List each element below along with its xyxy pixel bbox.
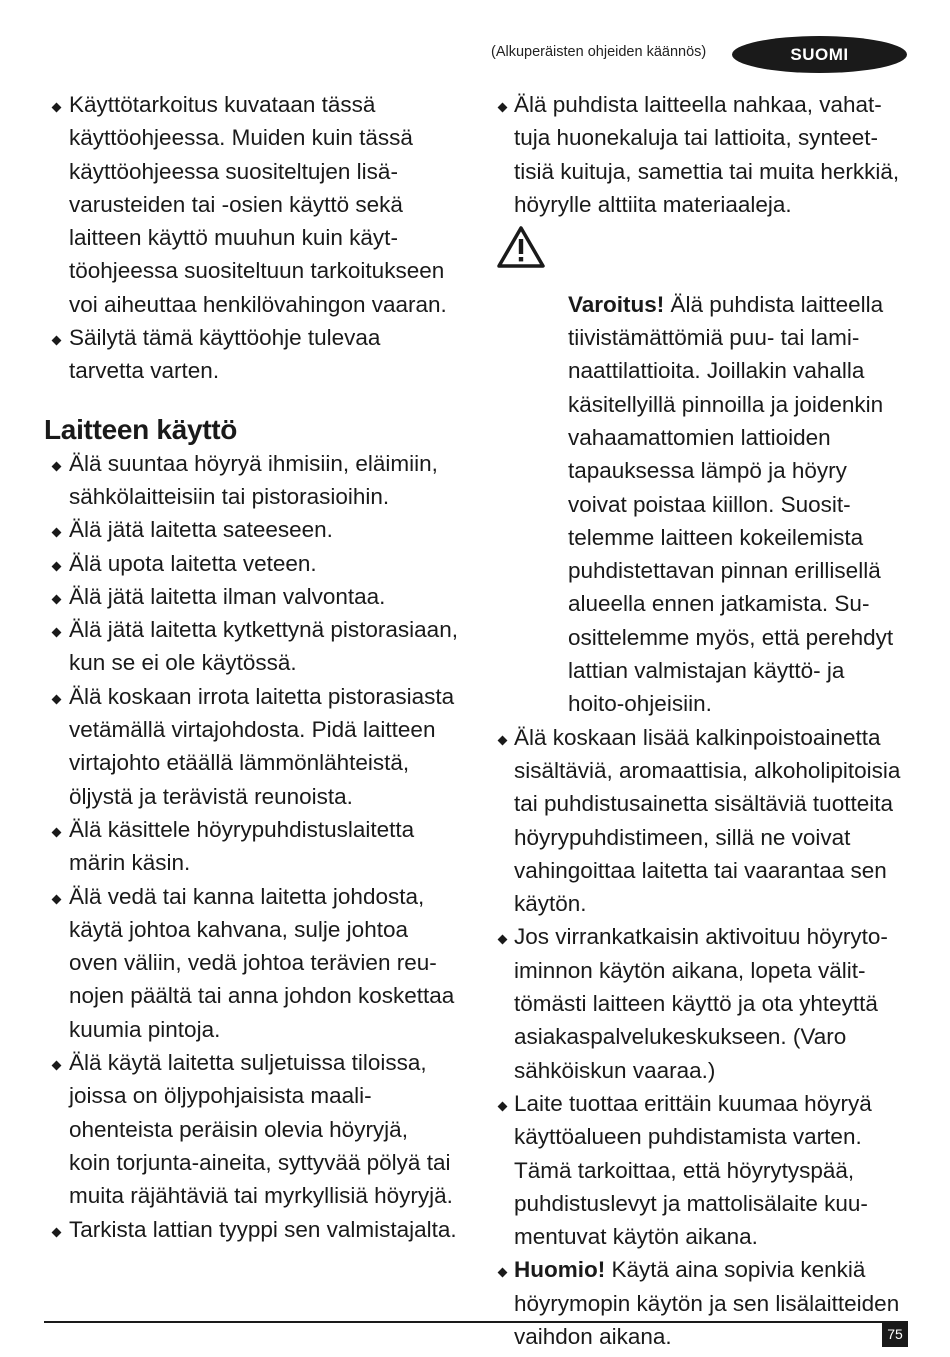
diamond-bullet-icon: [52, 628, 62, 638]
list-item: Jos virrankatkaisin aktivoituu höyryto- iminnon käytön aikana, lopeta välit- tömästi laitteen käyttö ja ota yhteyttä asiakaspalvelukeskukseen. (Varo sähköiskun vaaraa.): [494, 920, 914, 1086]
diamond-bullet-icon: [52, 528, 62, 538]
diamond-bullet-icon: [498, 103, 508, 113]
diamond-bullet-icon: [52, 594, 62, 604]
list-item: Laite tuottaa erittäin kuumaa höyryä käyttöalueen puhdistamista varten. Tämä tarkoittaa, että höyrytyspää, puhdistuslevyt ja mattolisälaite kuu- mentuvat käytön aikana.: [494, 1087, 914, 1253]
warning-text: Älä puhdista laitteella tiivistämättömiä puu- tai lami- naattilattioita. Joillakin vahalla käsitellyillä pinnoilla ja joidenkin vahaamattomien lattioiden tapauksessa lämpö ja höyry voivat poistaa kiillon. Suosit- telemme laitteen kokeilemista puhdistettavan pinnan erillisellä alueella ennen jatkamista. Su- osittelemme myös, että perehdyt lattian valmistajan käyttö- ja hoito-ohjeisiin.: [568, 291, 894, 717]
list-item: Älä upota laitetta veteen.: [44, 547, 474, 580]
list-item: Älä jätä laitetta sateeseen.: [44, 513, 474, 546]
right-column: [494, 88, 914, 1353]
list-item: Säilytä tämä käyttöohje tulevaa tarvetta varten.: [44, 321, 474, 388]
diamond-bullet-icon: [52, 103, 62, 113]
diamond-bullet-icon: [52, 1227, 62, 1237]
diamond-bullet-icon: [52, 461, 62, 471]
diamond-bullet-icon: [498, 935, 508, 945]
section-heading: Laitteen käyttö: [44, 413, 238, 445]
diamond-bullet-icon: [52, 894, 62, 904]
list-item: Tarkista lattian tyyppi sen valmistajalta.: [44, 1213, 474, 1246]
list-item: Älä vedä tai kanna laitetta johdosta, käytä johtoa kahvana, sulje johtoa oven väliin, vedä johtoa terävien reu- nojen päältä tai anna johdon koskettaa kuumia pintoja.: [44, 880, 474, 1046]
list-item: Älä jätä laitetta kytkettynä pistorasiaan, kun se ei ole käytössä.: [44, 613, 474, 680]
diamond-bullet-icon: [52, 561, 62, 571]
diamond-bullet-icon: [498, 1101, 508, 1111]
list-item: Älä puhdista laitteella nahkaa, vahat- tuja huonekaluja tai lattioita, synteet- tisiä kuituja, samettia tai muita herkkiä, höyrylle alttiita materiaaleja.: [494, 88, 914, 221]
notice-label: Huomio!: [514, 1257, 606, 1283]
warning-triangle-icon: [496, 225, 546, 269]
footer-divider: [44, 1321, 908, 1323]
list-item: Älä käytä laitetta suljetuissa tiloissa, joissa on öljypohjaisista maali- ohenteista peräisin olevia höyryjä, koin torjunta-aineita, syttyvää pölyä tai muita räjähtäviä tai myrkyllisiä höyryjä.: [44, 1046, 474, 1212]
list-item: Käyttötarkoitus kuvataan tässä käyttöohjeessa. Muiden kuin tässä käyttöohjeessa suositeltujen lisä- varusteiden tai -osien käyttö sekä laitteen käyttö muuhun kuin käyt- töohjeessa suositeltuun tarkoitukseen voi aiheuttaa henkilövahingon vaaran.: [44, 88, 474, 321]
diamond-bullet-icon: [52, 1061, 62, 1071]
list-item: Älä jätä laitetta ilman valvontaa.: [44, 580, 474, 613]
list-item: Älä koskaan lisää kalkinpoistoainetta sisältäviä, aromaattisia, alkoholipitoisia tai puhdistusainetta sisältäviä tuotteita höyrypuhdistimeen, sillä ne voivat vahingoittaa laitetta tai vaarantaa sen käytön.: [494, 721, 914, 921]
diamond-bullet-icon: [498, 735, 508, 745]
diamond-bullet-icon: [52, 827, 62, 837]
list-item: Älä koskaan irrota laitetta pistorasiasta vetämällä virtajohdosta. Pidä laitteen virtajohto etäällä lämmönlähteistä, öljystä ja terävistä reunoista.: [44, 680, 474, 813]
list-item: Älä suuntaa höyryä ihmisiin, eläimiin, sähkölaitteisiin tai pistorasioihin.: [44, 447, 474, 514]
warning-label: Varoitus!: [568, 291, 665, 317]
page-number: 75: [882, 1321, 908, 1347]
translation-note: (Alkuperäisten ohjeiden käännös): [491, 44, 707, 60]
language-badge: SUOMI: [732, 36, 907, 73]
list-item: Huomio! Käytä aina sopivia kenkiä höyrymopin käytön ja sen lisälaitteiden vaihdon aikana.: [494, 1253, 914, 1353]
diamond-bullet-icon: [52, 694, 62, 704]
diamond-bullet-icon: [498, 1268, 508, 1278]
warning-block: [494, 221, 914, 720]
diamond-bullet-icon: [52, 336, 62, 346]
list-item: Älä käsittele höyrypuhdistuslaitetta märin käsin.: [44, 813, 474, 880]
left-column: [44, 88, 474, 1246]
